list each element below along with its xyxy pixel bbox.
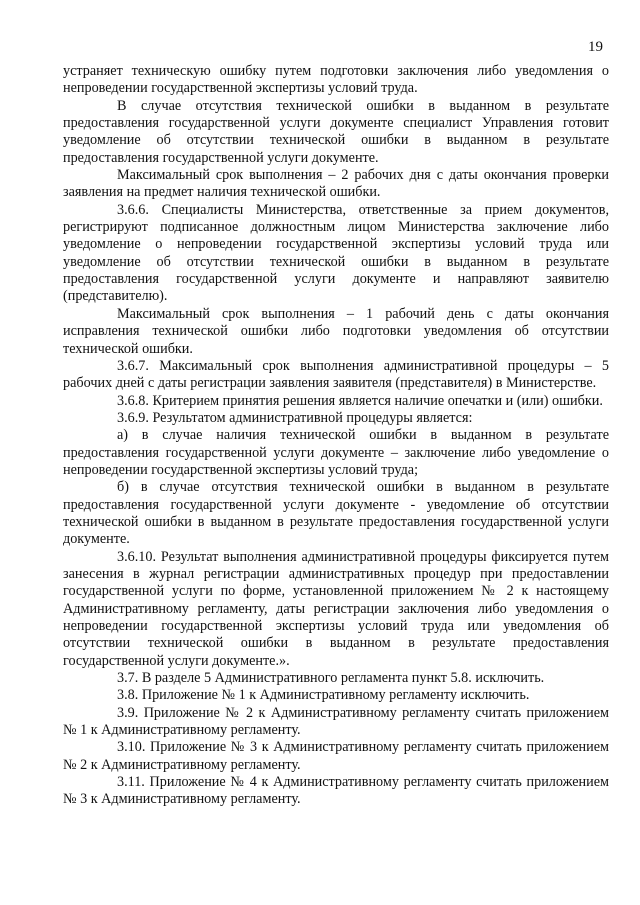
paragraph: 3.9. Приложение № 2 к Административному регламенту считать приложением № 1 к Административному регламенту. (63, 704, 609, 739)
paragraph: Максимальный срок выполнения – 2 рабочих дня с даты окончания проверки заявления на предмет наличия технической ошибки. (63, 167, 609, 201)
paragraph: 3.8. Приложение № 1 к Административному регламенту исключить. (117, 687, 530, 704)
paragraph: 3.10. Приложение № 3 к Административному регламенту считать приложением № 2 к Административному регламенту. (63, 739, 609, 773)
paragraph: Максимальный срок выполнения – 1 рабочий день с даты окончания исправления технической ошибки либо подготовки уведомления об отсутствии технической ошибки. (63, 305, 609, 357)
paragraph: 3.7. В разделе 5 Административного регламента пункт 5.8. исключить. (117, 670, 545, 687)
paragraph: 3.6.10. Результат выполнения административной процедуры фиксируется путем занесения в журнал регистрации административных процедур при предоставлении государственной услуги по форме, установленной приложением № 2 к настоящему Административному регламенту, даты регистрации заключения либо уведомления о непроведении государственной экспертизы условий труда или уведомления об отсутствии технической ошибки в выданном в результате предоставления государственной услуги документе.». (63, 548, 609, 669)
paragraph: 3.11. Приложение № 4 к Административному регламенту считать приложением № 3 к Административному регламенту. (63, 774, 609, 808)
paragraph: а) в случае наличия технической ошибки в выданном в результате предоставления государственной услуги документе – заключение либо уведомление о непроведении государственной экспертизы условий труда; (63, 427, 609, 478)
paragraph: 3.6.7. Максимальный срок выполнения административной процедуры – 5 рабочих дней с даты регистрации заявления заявителя (представителя) в Министерстве. (63, 357, 609, 392)
paragraph: 3.6.9. Результатом административной процедуры является: (117, 409, 473, 426)
page-number: 19 (588, 39, 603, 55)
paragraph: 3.6.6. Специалисты Министерства, ответственные за прием документов, регистрируют подписанное должностным лицом Министерства заключение либо уведомление о непроведении государственной экспертизы условий труда или уведомление об отсутствии технической ошибки в выданном в результате предоставления государственной услуги документе и направляют заявителю (представителю). (63, 201, 609, 305)
paragraph: устраняет техническую ошибку путем подготовки заключения либо уведомления о непроведении государственной экспертизы условий труда. (63, 63, 609, 97)
paragraph: б) в случае отсутствия технической ошибки в выданном в результате предоставления государственной услуги документе - уведомление об отсутствии технической ошибки в выданном в результате предоставления государственной услуги документе. (63, 479, 609, 548)
paragraph: В случае отсутствия технической ошибки в выданном в результате предоставления государственной услуги документе специалист Управления готовит уведомление об отсутствии технической ошибки в выданном в результате предоставления государственной услуги документе. (63, 97, 609, 166)
document-body (63, 63, 609, 809)
paragraph: 3.6.8. Критерием принятия решения является наличие опечатки и (или) ошибки. (117, 392, 603, 409)
